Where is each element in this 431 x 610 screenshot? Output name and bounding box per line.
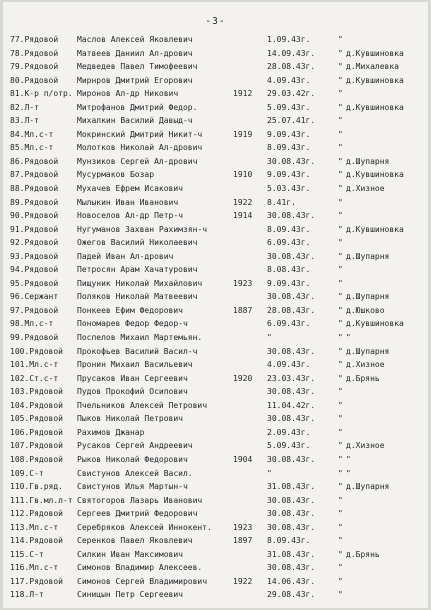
list-row: [3, 521, 428, 535]
row-rank: 104.Рядовой: [10, 400, 63, 410]
row-mark: ": [338, 454, 343, 464]
row-name: Синицын Петр Сергеевич: [77, 590, 183, 600]
row-date: 9.09.43г.: [267, 170, 311, 180]
list-row: [3, 453, 428, 467]
row-date: 4.09.43г.: [267, 360, 311, 370]
row-date: 8.09.43г.: [267, 536, 311, 546]
row-year: 1922: [233, 197, 253, 207]
row-date: 30.08.43г.: [267, 251, 316, 261]
row-mark: ": [338, 89, 343, 99]
list-row: [3, 345, 428, 359]
row-rank: 82.Л-т: [10, 102, 39, 112]
row-name: Поспелов Михаил Мартемьян.: [77, 333, 203, 343]
row-date: 14.09.43г.: [267, 48, 316, 58]
row-place: д.Брянь: [346, 549, 380, 559]
row-year: 1923: [233, 522, 253, 532]
list-row: [3, 372, 428, 386]
row-year: 1912: [233, 89, 253, 99]
row-name: Святогоров Лазарь Иванович: [77, 495, 203, 505]
row-name: Маслов Алексей Яковлевич: [77, 35, 193, 44]
row-name: Ожегов Василий Николаевич: [77, 238, 198, 248]
row-name: Свистунов Алексей Васил.: [77, 468, 193, 478]
casualty-list: [3, 33, 428, 602]
row-date: 30.08.43г.: [267, 522, 316, 532]
row-rank: 88.Рядовой: [10, 184, 59, 194]
row-mark: ": [338, 62, 343, 72]
row-rank: 105.Рядовой: [10, 414, 63, 424]
row-date: ": [267, 333, 272, 343]
row-date: 31.08.43г.: [267, 482, 316, 492]
row-rank: 85.Мл.с-т: [10, 143, 54, 153]
row-date: 30.08.43г.: [267, 495, 316, 505]
list-row: [3, 209, 428, 223]
list-row: [3, 588, 428, 602]
list-row: [3, 101, 428, 115]
list-row: [3, 385, 428, 399]
row-mark: ": [338, 129, 343, 139]
list-row: [3, 507, 428, 521]
list-row: [3, 141, 428, 155]
row-place: д.Хизное: [346, 184, 385, 194]
row-mark: ": [338, 238, 343, 248]
row-year: 1919: [233, 129, 253, 139]
row-date: 25.07.41г.: [267, 116, 316, 126]
row-rank: 90.Рядовой: [10, 211, 59, 221]
row-mark: ": [338, 102, 343, 112]
list-row: [3, 534, 428, 548]
list-row: [3, 412, 428, 426]
list-row: [3, 182, 428, 196]
row-rank: 115.С-т: [10, 549, 44, 559]
row-date: 29.08.43г.: [267, 590, 316, 600]
row-mark: ": [338, 373, 343, 383]
row-date: 30.08.43г.: [267, 211, 316, 221]
row-year: 1923: [233, 278, 253, 288]
row-mark: ": [338, 156, 343, 166]
row-mark: ": [338, 468, 343, 478]
row-year: 1914: [233, 211, 253, 221]
row-mark: ": [338, 184, 343, 194]
list-row: [3, 426, 428, 440]
list-row: [3, 467, 428, 481]
row-rank: 79.Рядовой: [10, 62, 59, 72]
row-place: д.Кувшиновка: [346, 224, 404, 234]
row-rank: 78.Рядовой: [10, 48, 59, 58]
document-page: [3, 2, 428, 608]
row-date: 6.09.43г.: [267, 319, 311, 329]
row-name: Нугуманов Захван Рахимзян-ч: [77, 224, 208, 234]
row-mark: ": [338, 563, 343, 573]
row-place: д.Шупарня: [346, 482, 390, 492]
row-rank: 110.Гв.ряд.: [10, 482, 63, 492]
list-row: [3, 399, 428, 413]
list-row: [3, 128, 428, 142]
row-mark: ": [338, 319, 343, 329]
row-mark: ": [338, 522, 343, 532]
row-place: д.Кувшиновка: [346, 102, 404, 112]
row-mark: ": [338, 441, 343, 451]
list-row: [3, 561, 428, 575]
list-row: [3, 575, 428, 589]
row-date: 28.08.43г.: [267, 305, 316, 315]
row-name: Мусурмаков Бозар: [77, 170, 155, 180]
row-name: Прокофьев Василий Васил-ч: [77, 346, 198, 356]
row-mark: ": [338, 536, 343, 546]
row-date: 5.03.43г.: [267, 184, 311, 194]
row-date: 1.09.43г.: [267, 35, 311, 44]
row-year: 1920: [233, 373, 253, 383]
list-row: [3, 439, 428, 453]
row-place: д.Кувшиновка: [346, 319, 404, 329]
list-row: [3, 236, 428, 250]
row-rank: 98.Мл.с-т: [10, 319, 54, 329]
row-rank: 100.Рядовой: [10, 346, 63, 356]
list-row: [3, 168, 428, 182]
row-name: Пудов Прокофий Осипович: [77, 387, 188, 397]
row-rank: 81.К-р п/отр.: [10, 89, 73, 99]
row-date: 8.09.43г.: [267, 224, 311, 234]
row-mark: ": [338, 48, 343, 58]
row-date: 4.09.43г.: [267, 75, 311, 85]
row-mark: ": [338, 251, 343, 261]
row-mark: ": [338, 360, 343, 370]
row-rank: 77.Рядовой: [10, 35, 59, 44]
row-date: 5.09.43г.: [267, 102, 311, 112]
row-rank: 92.Рядовой: [10, 238, 59, 248]
row-name: Сергеев Дмитрий Федорович: [77, 509, 198, 519]
row-date: 30.08.43г.: [267, 292, 316, 302]
list-row: [3, 114, 428, 128]
row-year: 1897: [233, 536, 253, 546]
row-rank: 101.Мл.с-т: [10, 360, 59, 370]
row-name: Падей Иван Ал-дрович: [77, 251, 174, 261]
row-date: 23.03.43г.: [267, 373, 316, 383]
row-date: 6.09.43г.: [267, 238, 311, 248]
row-date: 8.41г.: [267, 197, 296, 207]
row-mark: ": [338, 576, 343, 586]
list-row: [3, 33, 428, 47]
row-mark: ": [338, 265, 343, 275]
row-mark: ": [338, 211, 343, 221]
row-mark: ": [338, 549, 343, 559]
row-name: Симонов Сергей Владимирович: [77, 576, 208, 586]
row-date: 8.09.43г.: [267, 143, 311, 153]
row-date: 8.08.43г.: [267, 265, 311, 275]
page-number: -3-: [205, 16, 226, 27]
list-row: [3, 223, 428, 237]
row-rank: 99.Рядовой: [10, 333, 59, 343]
row-mark: ": [338, 170, 343, 180]
row-mark: ": [338, 387, 343, 397]
list-row: [3, 155, 428, 169]
row-mark: ": [338, 35, 343, 44]
row-name: Поляков Николай Матвеевич: [77, 292, 198, 302]
row-rank: 116.Мл.с-т: [10, 563, 59, 573]
row-place: д.Михалевка: [346, 62, 399, 72]
row-date: 30.08.43г.: [267, 454, 316, 464]
row-mark: ": [338, 427, 343, 437]
row-name: Михалкин Василий Давыд-ч: [77, 116, 193, 126]
row-date: 30.08.43г.: [267, 414, 316, 424]
row-date: 2.09.43г.: [267, 427, 311, 437]
row-rank: 93.Рядовой: [10, 251, 59, 261]
row-date: 14.06.43г.: [267, 576, 316, 586]
row-mark: ": [338, 509, 343, 519]
row-date: 30.08.43г.: [267, 563, 316, 573]
row-rank: 103.Рядовой: [10, 387, 63, 397]
row-date: 30.08.43г.: [267, 346, 316, 356]
row-date: 28.08.43г.: [267, 62, 316, 72]
row-name: Новоселов Ал-др Петр-ч: [77, 211, 183, 221]
row-name: Миронов Ал-др Никович: [77, 89, 179, 99]
row-mark: ": [338, 414, 343, 424]
row-rank: 86.Рядовой: [10, 156, 59, 166]
row-mark: ": [338, 224, 343, 234]
row-rank: 106.Рядовой: [10, 427, 63, 437]
list-row: [3, 47, 428, 61]
row-date: 5.09.43г.: [267, 441, 311, 451]
list-row: [3, 87, 428, 101]
row-place: д.Кувшиновка: [346, 170, 404, 180]
row-name: Рыков Николай Федорович: [77, 454, 188, 464]
list-row: [3, 263, 428, 277]
row-name: Рахимов Джанар: [77, 427, 145, 437]
row-name: Симонов Владимир Алексеев.: [77, 563, 203, 573]
row-rank: 108.Рядовой: [10, 454, 63, 464]
list-row: [3, 60, 428, 74]
row-date: 30.08.43г.: [267, 509, 316, 519]
row-name: Митрофанов Дмитрий Федор.: [77, 102, 198, 112]
row-date: 30.08.43г.: [267, 387, 316, 397]
row-date: ": [267, 468, 272, 478]
row-name: Русаков Сергей Андреевич: [77, 441, 193, 451]
row-mark: ": [338, 305, 343, 315]
row-place: д.Кувшиновка: [346, 48, 404, 58]
row-rank: 87.Рядовой: [10, 170, 59, 180]
row-place: д.Хизное: [346, 441, 385, 451]
row-name: Силкин Иван Максимович: [77, 549, 183, 559]
row-mark: ": [338, 495, 343, 505]
list-row: [3, 358, 428, 372]
row-rank: 107.Рядовой: [10, 441, 63, 451]
list-row: [3, 74, 428, 88]
row-place: д.Шупарня: [346, 156, 390, 166]
row-place: д.Кувшиновка: [346, 75, 404, 85]
list-row: [3, 196, 428, 210]
row-name: Свистунов Илья Мартын-ч: [77, 482, 188, 492]
row-rank: 118.Л-т: [10, 590, 44, 600]
list-row: [3, 317, 428, 331]
row-mark: ": [338, 197, 343, 207]
row-name: Мухачев Ефрем Исакович: [77, 184, 183, 194]
row-name: Пчельников Алексей Петрович: [77, 400, 208, 410]
list-row: [3, 480, 428, 494]
row-name: Матвеев Даниил Ал-дрович: [77, 48, 193, 58]
row-name: Пыков Николай Петрович: [77, 414, 183, 424]
list-row: [3, 277, 428, 291]
row-mark: ": [338, 116, 343, 126]
row-name: Молотков Николай Ал-дрович: [77, 143, 203, 153]
row-name: Пищуник Николай Михайлович: [77, 278, 203, 288]
row-mark: ": [338, 400, 343, 410]
row-rank: 96.Сержант: [10, 292, 59, 302]
row-rank: 97.Рядовой: [10, 305, 59, 315]
row-mark: ": [338, 143, 343, 153]
row-name: Медведев Павел Тимофеевич: [77, 62, 198, 72]
row-rank: 111.Гв.мл.л-т: [10, 495, 73, 505]
row-name: Петросян Арам Хачатурович: [77, 265, 198, 275]
row-place: д.Хизное: [346, 360, 385, 370]
row-rank: 95.Рядовой: [10, 278, 59, 288]
row-place: д.Юшково: [346, 305, 385, 315]
row-mark: ": [338, 278, 343, 288]
row-year: 1904: [233, 454, 253, 464]
row-date: 11.04.42г.: [267, 400, 316, 410]
row-rank: 112.Рядовой: [10, 509, 63, 519]
row-place: д.Шупарня: [346, 292, 390, 302]
row-mark: ": [338, 346, 343, 356]
list-row: [3, 548, 428, 562]
row-name: Серебряков Алексей Иннокент.: [77, 522, 212, 532]
row-date: 9.09.43г.: [267, 129, 311, 139]
row-name: Мирнров Дмитрий Егорович: [77, 75, 193, 85]
row-rank: 117.Рядовой: [10, 576, 63, 586]
row-place: д.Шупарня: [346, 346, 390, 356]
row-name: Пронин Михаил Васильевич: [77, 360, 193, 370]
row-name: Понкеев Ефим Федорович: [77, 305, 183, 315]
row-date: 9.09.43г.: [267, 278, 311, 288]
row-mark: ": [338, 292, 343, 302]
row-mark: ": [338, 75, 343, 85]
row-rank: 102.Ст.с-т: [10, 373, 59, 383]
list-row: [3, 304, 428, 318]
row-date: 31.08.43г.: [267, 549, 316, 559]
row-name: Пономарев Федор Федор-ч: [77, 319, 188, 329]
row-rank: 80.Рядовой: [10, 75, 59, 85]
row-date: 30.08.43г.: [267, 156, 316, 166]
row-rank: 91.Рядовой: [10, 224, 59, 234]
row-year: 1910: [233, 170, 253, 180]
row-name: Серенков Павел Яковлевич: [77, 536, 193, 546]
row-name: Прусаков Иван Сергеевич: [77, 373, 188, 383]
row-place: ": [346, 333, 351, 343]
row-mark: ": [338, 333, 343, 343]
list-row: [3, 290, 428, 304]
row-rank: 109.С-т: [10, 468, 44, 478]
row-place: д.Шупарня: [346, 251, 390, 261]
row-mark: ": [338, 590, 343, 600]
row-rank: 84.Мл.с-т: [10, 129, 54, 139]
row-date: 29.03.42г.: [267, 89, 316, 99]
row-rank: 94.Рядовой: [10, 265, 59, 275]
row-year: 1922: [233, 576, 253, 586]
row-mark: ": [338, 482, 343, 492]
row-place: д.Брянь: [346, 373, 380, 383]
list-row: [3, 331, 428, 345]
list-row: [3, 494, 428, 508]
row-rank: 83.Л-т: [10, 116, 39, 126]
list-row: [3, 250, 428, 264]
row-name: Мунзиков Сергей Ал-дрович: [77, 156, 198, 166]
row-rank: 114.Рядовой: [10, 536, 63, 546]
row-year: 1887: [233, 305, 253, 315]
row-rank: 113.Мл.с-т: [10, 522, 59, 532]
row-name: Мылыкин Иван Иванович: [77, 197, 179, 207]
row-name: Мокринский Дмитрий Никит-ч: [77, 129, 203, 139]
row-rank: 89.Рядовой: [10, 197, 59, 207]
row-place: ": [346, 468, 351, 478]
row-place: ": [346, 454, 351, 464]
